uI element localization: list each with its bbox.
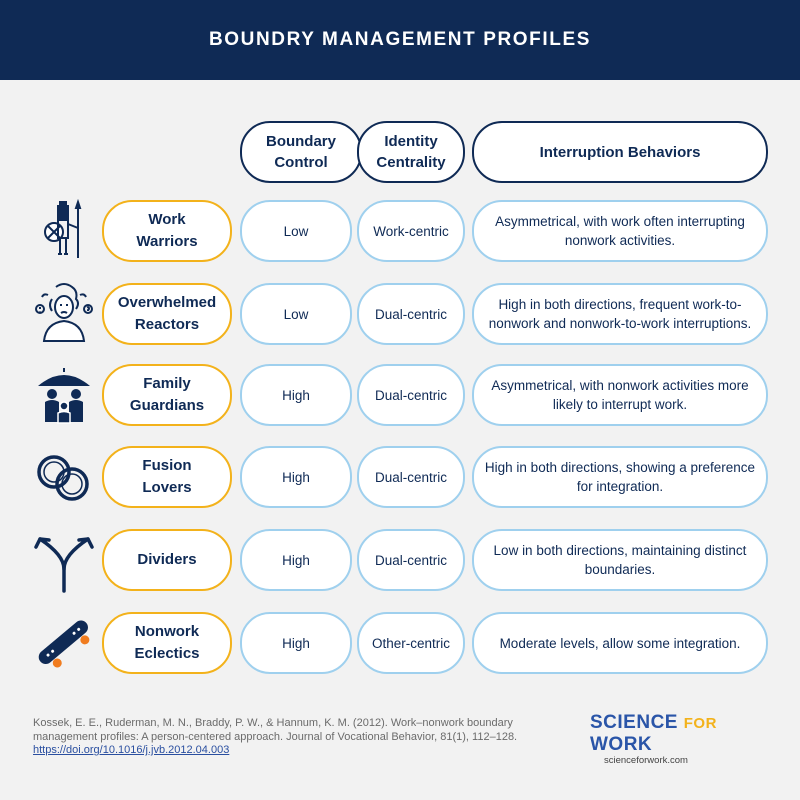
identity-centrality-cell: Dual-centric — [357, 446, 465, 508]
profile-name-overwhelmed-reactors: Overwhelmed Reactors — [102, 283, 232, 345]
boundary-control-cell: Low — [240, 200, 352, 262]
header-banner — [0, 0, 800, 80]
logo-science: SCIENCE — [590, 712, 678, 733]
interlocked-rings-icon — [32, 446, 96, 510]
profile-name-family-guardians: Family Guardians — [102, 364, 232, 426]
identity-centrality-cell: Work-centric — [357, 200, 465, 262]
overwhelmed-person-icon — [32, 281, 96, 345]
interruption-behaviors-cell: High in both directions, frequent work-to-nonwork and nonwork-to-work interruptions. — [472, 283, 768, 345]
identity-centrality-cell: Dual-centric — [357, 283, 465, 345]
column-header-identity-centrality: Identity Centrality — [357, 121, 465, 183]
citation-doi-link[interactable]: https://doi.org/10.1016/j.jvb.2012.04.003 — [33, 744, 230, 756]
profile-name-work-warriors: Work Warriors — [102, 200, 232, 262]
warrior-icon — [32, 198, 96, 262]
logo-for: FOR — [683, 715, 717, 732]
interruption-behaviors-cell: Asymmetrical, with nonwork activities more likely to interrupt work. — [472, 364, 768, 426]
boundary-control-cell: High — [240, 529, 352, 591]
profile-name-nonwork-eclectics: Nonwork Eclectics — [102, 612, 232, 674]
diverging-arrows-icon — [32, 529, 96, 593]
identity-centrality-cell: Dual-centric — [357, 364, 465, 426]
logo-work: WORK — [590, 734, 653, 755]
science-for-work-logo — [590, 712, 770, 766]
column-header-interruption-behaviors: Interruption Behaviors — [472, 121, 768, 183]
column-header-boundary-control: Boundary Control — [240, 121, 362, 183]
citation — [33, 717, 553, 758]
boundary-control-cell: High — [240, 612, 352, 674]
boundary-control-cell: High — [240, 364, 352, 426]
interruption-behaviors-cell: High in both directions, showing a preference for integration. — [472, 446, 768, 508]
interruption-behaviors-cell: Asymmetrical, with work often interrupting nonwork activities. — [472, 200, 768, 262]
boundary-control-cell: High — [240, 446, 352, 508]
logo-wordmark — [590, 712, 770, 756]
logo-url: scienceforwork.com — [604, 755, 688, 766]
boundary-control-cell: Low — [240, 283, 352, 345]
profile-name-dividers: Dividers — [102, 529, 232, 591]
page-title: BOUNDRY MANAGEMENT PROFILES — [208, 29, 592, 50]
interruption-behaviors-cell: Moderate levels, allow some integration. — [472, 612, 768, 674]
interruption-behaviors-cell: Low in both directions, maintaining distinct boundaries. — [472, 529, 768, 591]
family-umbrella-icon — [32, 364, 96, 428]
identity-centrality-cell: Other-centric — [357, 612, 465, 674]
skateboard-icon — [32, 611, 96, 675]
citation-text: Kossek, E. E., Ruderman, M. N., Braddy, P. W., & Hannum, K. M. (2012). Work–nonwork boundary management profiles: A person-centered approach. Journal of Vocational Behavior, 81(1), 112–128. — [33, 717, 518, 743]
profile-name-fusion-lovers: Fusion Lovers — [102, 446, 232, 508]
identity-centrality-cell: Dual-centric — [357, 529, 465, 591]
